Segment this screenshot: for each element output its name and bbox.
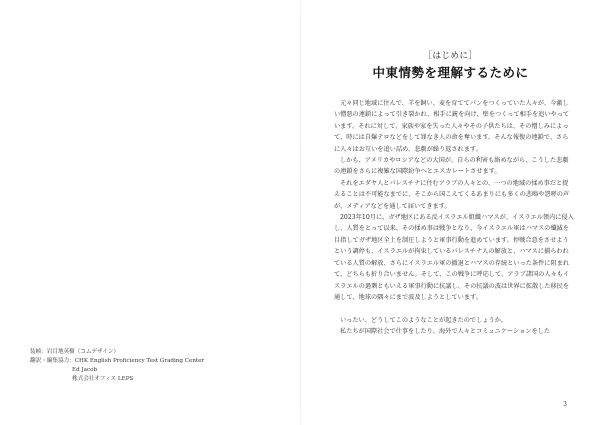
paragraph: 元々同じ地域に住んで、羊を飼い、麦を育ててパンをつくっていた人々が、今激しい憎悪の連鎖によって引き裂かれ、相手に銃を向け、壁をつくって相手を追いやっています。それに対して、家族や家を失った人々やその子供たちは、その憎しみによって、時には自爆テロなどをして罪なき人の命を奪います。そんな報復の連鎖で、さらに人々はお互いを追い詰め、悲劇が繰り返されます。 [334, 100, 570, 153]
paragraph: それをエダヤ人とパレスチナに住むアラブの人々との、一つの地域の揉め事だと捉えることは不可能なまでに、そこから国こえてくるあまりにも多くの悲鳴や怨嗟の声が、メディアなどを通して届いてきます。 [334, 179, 570, 210]
credit-key: 翻訳・編集協力： [30, 358, 75, 364]
credit-value: 岩目地英樹（コムデザイン） [46, 349, 120, 355]
page-number: 3 [563, 401, 567, 408]
chapter-title: 中東情勢を理解するために [372, 65, 529, 80]
credit-value: Ed Jacob [72, 367, 98, 373]
section-kicker: ［はじめに］ [423, 51, 478, 61]
credit-key [30, 375, 72, 384]
credit-row [30, 348, 204, 357]
credit-key: 装帧： [30, 349, 47, 355]
paragraph: 私たちが国際社会で仕事をしたり、海外で人々とコミュニケーションをした [340, 328, 551, 336]
credit-row [30, 357, 204, 366]
paragraph: しかも、アメリカやロシアなどの大国が、自らの利害も絡めながら、こうした悲劇の連鎖をさらに複雑な国際紛争へとエスカレートさせます。 [334, 157, 569, 176]
credit-row [30, 375, 204, 384]
body-text [334, 98, 574, 338]
credit-row [30, 366, 204, 375]
credit-value: 株式会社オフィス LEPS [72, 376, 134, 382]
paragraph: いったい、どうしてこのようなことが起きたのでしょうか。 [340, 316, 508, 324]
credit-value: CHK English Proficiency Test Grading Center [74, 358, 205, 364]
credit-key [30, 366, 72, 375]
credits-block [30, 348, 204, 384]
right-page [301, 0, 600, 425]
paragraph: 2023年10月に、ガザ地区にある反イスラエル組織ハマスが、イスラエル領内に侵入し、人質をとって以来、その揉め事は戦争となり、今イスラエル軍はハマスの殲滅を目指してガザ地区全土を制圧しようと軍事行動を進めています。停戦合意をさせようという調停も、イスラエルが拘束しているパレスチナ人の解放と、ハマスに捕らわれている人質の解放、さらにイスラエル軍の撤退とハマスの存続といった条件に阻まれて、どちらも折り合いません。そして、この戦争に呼応して、アラブ諸国の人々もイスラエルの過剰ともいえる軍事行動に抗議し、その抗議の波は世界に拡散した移民を通して、地球の隅々にまで波及しようとしています。 [334, 214, 574, 301]
